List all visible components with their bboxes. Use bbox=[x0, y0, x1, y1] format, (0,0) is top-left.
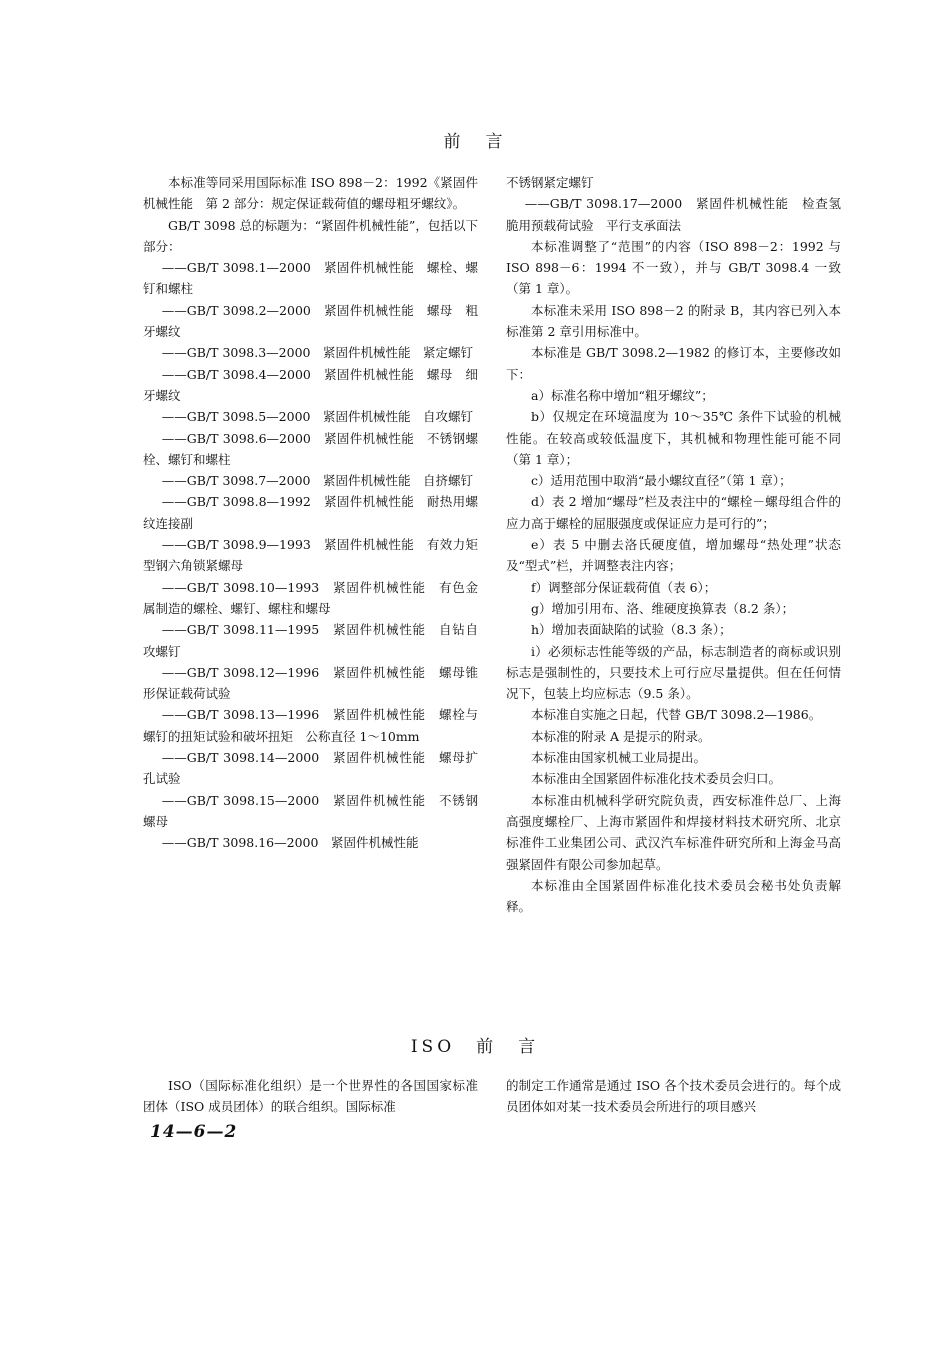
list-item: ——GB/T 3098.11—1995 紧固件机械性能 自钻自攻螺钉 bbox=[143, 622, 478, 659]
paragraph: ISO（国际标准化组织）是一个世界性的各国国家标准团体（ISO 成员团体）的联合组织。国际标准 bbox=[143, 1078, 478, 1115]
list-item: a）标准名称中增加“粗牙螺纹”； bbox=[531, 387, 714, 403]
list-item: h）增加表面缺陷的试验（8.3 条）； bbox=[531, 622, 732, 638]
iso-foreword-right-column bbox=[506, 1075, 841, 1118]
paragraph: 本标准调整了“范围”的内容（ISO 898－2：1992 与 ISO 898－6：1994 不一致），并与 GB/T 3098.4 一致（第 1 章）。 bbox=[506, 238, 841, 297]
iso-foreword-left-column bbox=[143, 1075, 478, 1118]
page-number: 14—6—2 bbox=[150, 1122, 238, 1142]
list-item: ——GB/T 3098.6—2000 紧固件机械性能 不锈钢螺栓、螺钉和螺柱 bbox=[143, 430, 478, 467]
list-item: ——GB/T 3098.12—1996 紧固件机械性能 螺母锥形保证载荷试验 bbox=[143, 664, 478, 702]
list-item: ——GB/T 3098.2—2000 紧固件机械性能 螺母 粗牙螺纹 bbox=[143, 302, 478, 340]
list-item: ——GB/T 3098.13—1996 紧固件机械性能 螺栓与螺钉的扭矩试验和破坏扭矩 公称直径 1～10mm bbox=[143, 707, 478, 744]
foreword-right-column bbox=[506, 172, 841, 917]
paragraph: 不锈钢紧定螺钉 bbox=[506, 175, 594, 190]
list-item: ——GB/T 3098.14—2000 紧固件机械性能 螺母扩孔试验 bbox=[143, 750, 478, 787]
list-item: ——GB/T 3098.3—2000 紧固件机械性能 紧定螺钉 bbox=[161, 345, 473, 361]
list-item: ——GB/T 3098.7—2000 紧固件机械性能 自挤螺钉 bbox=[161, 473, 473, 489]
paragraph: 本标准由全国紧固件标准化技术委员会归口。 bbox=[531, 771, 782, 787]
paragraph: 本标准未采用 ISO 898－2 的附录 B，其内容已列入本标准第 2 章引用标准中。 bbox=[506, 302, 841, 340]
list-item: c）适用范围中取消“最小螺纹直径”（第 1 章）； bbox=[531, 473, 792, 489]
paragraph: 本标准自实施之日起，代替 GB/T 3098.2—1986。 bbox=[531, 707, 822, 723]
list-item: d）表 2 增加“螺母”栏及表注中的“螺栓－螺母组合件的应力高于螺栓的屈服强度或保证应力是可行的”； bbox=[506, 494, 841, 531]
paragraph: 本标准的附录 A 是提示的附录。 bbox=[531, 728, 711, 744]
list-item: ——GB/T 3098.10—1993 紧固件机械性能 有色金属制造的螺栓、螺钉、螺柱和螺母 bbox=[143, 579, 478, 616]
list-item: ——GB/T 3098.8—1992 紧固件机械性能 耐热用螺纹连接副 bbox=[143, 494, 478, 531]
list-item: ——GB/T 3098.5—2000 紧固件机械性能 自攻螺钉 bbox=[161, 409, 473, 425]
paragraph: 本标准由国家机械工业局提出。 bbox=[531, 750, 707, 766]
list-item: g）增加引用布、洛、维硬度换算表（8.2 条）； bbox=[531, 600, 795, 616]
list-item: ——GB/T 3098.17—2000 紧固件机械性能 检查氢脆用预载荷试验 平行支承面法 bbox=[506, 196, 841, 233]
list-item: ——GB/T 3098.9—1993 紧固件机械性能 有效力矩型钢六角锁紧螺母 bbox=[143, 537, 478, 574]
paragraph: 本标准由机械科学研究院负责，西安标准件总厂、上海高强度螺栓厂、上海市紧固件和焊接材料技术研究所、北京标准件工业集团公司、武汉汽车标准件研究所和上海金马高强紧固件有限公司参加起草。 bbox=[506, 792, 841, 872]
list-item: f）调整部分保证载荷值（表 6）； bbox=[531, 579, 717, 595]
list-item: ——GB/T 3098.4—2000 紧固件机械性能 螺母 细牙螺纹 bbox=[143, 366, 478, 403]
section-title: ISO 前 言 bbox=[410, 1037, 540, 1057]
list-item: e）表 5 中删去洛氏硬度值，增加螺母“热处理”状态及“型式”栏，并调整表注内容； bbox=[506, 537, 841, 574]
list-item: i）必须标志性能等级的产品，标志制造者的商标或识别标志是强制性的，只要技术上可行应尽量提供。但在任何情况下，包装上均应标志（9.5 条）。 bbox=[506, 643, 841, 702]
page-title: 前 言 bbox=[443, 132, 507, 152]
paragraph: 本标准由全国紧固件标准化技术委员会秘书处负责解释。 bbox=[506, 877, 841, 915]
paragraph: 本标准等同采用国际标准 ISO 898－2：1992《紧固件机械性能 第 2 部分：规定保证载荷值的螺母粗牙螺纹》。 bbox=[143, 175, 478, 212]
list-item: ——GB/T 3098.16—2000 紧固件机械性能 bbox=[161, 835, 419, 851]
list-item: ——GB/T 3098.15—2000 紧固件机械性能 不锈钢螺母 bbox=[143, 792, 478, 829]
paragraph: GB/T 3098 总的标题为：“紧固件机械性能”，包括以下部分： bbox=[143, 217, 478, 254]
list-item: b）仅规定在环境温度为 10～35℃ 条件下试验的机械性能。在较高或较低温度下，其机械和物理性能可能不同（第 1 章）； bbox=[506, 409, 841, 467]
list-item: ——GB/T 3098.1—2000 紧固件机械性能 螺栓、螺钉和螺柱 bbox=[143, 260, 478, 297]
paragraph: 本标准是 GB/T 3098.2—1982 的修订本，主要修改如下： bbox=[506, 345, 841, 382]
paragraph: 的制定工作通常是通过 ISO 各个技术委员会进行的。每个成员团体如对某一技术委员会所进行的项目感兴 bbox=[506, 1078, 841, 1115]
foreword-left-column bbox=[143, 172, 478, 854]
